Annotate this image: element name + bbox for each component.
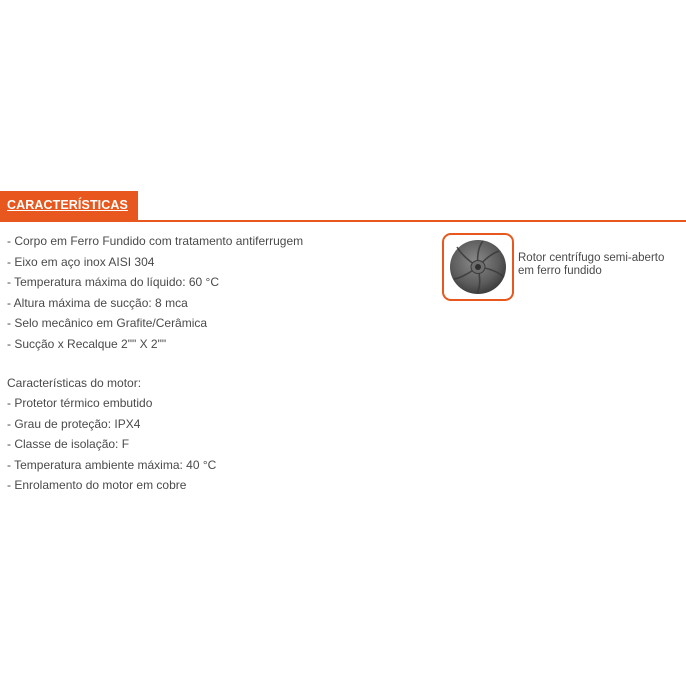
spec-item: - Eixo em aço inox AISI 304 — [7, 254, 155, 269]
motor-spec-item: - Enrolamento do motor em cobre — [7, 478, 187, 493]
rotor-image-frame — [442, 233, 514, 301]
section-title: CARACTERÍSTICAS — [7, 198, 128, 212]
spec-item: - Temperatura máxima do líquido: 60 °C — [7, 275, 220, 290]
motor-spec-item: - Temperatura ambiente máxima: 40 °C — [7, 457, 217, 472]
rotor-caption-line: Rotor centrífugo semi-aberto — [518, 252, 665, 264]
rotor-caption-line: em ferro fundido — [518, 265, 602, 277]
section-header — [0, 191, 686, 221]
motor-spec-item: - Protetor térmico embutido — [7, 396, 153, 410]
motor-specs-list — [7, 393, 216, 496]
specs-list — [7, 231, 303, 355]
spec-item: - Altura máxima de sucção: 8 mca — [7, 295, 188, 310]
motor-section-title: Características do motor: — [7, 376, 142, 390]
motor-spec-item: - Grau de proteção: IPX4 — [7, 416, 141, 431]
rotor-caption — [518, 252, 664, 278]
motor-spec-item: - Classe de isolação: F — [7, 437, 130, 452]
spec-item: - Sucção x Recalque 2"" X 2"" — [7, 336, 167, 351]
impeller-icon — [447, 237, 509, 297]
spec-item: - Corpo em Ferro Fundido com tratamento antiferrugem — [7, 234, 304, 248]
header-divider — [0, 220, 686, 222]
section-title-tab — [0, 191, 138, 221]
spec-item: - Selo mecânico em Grafite/Cerâmica — [7, 316, 208, 331]
